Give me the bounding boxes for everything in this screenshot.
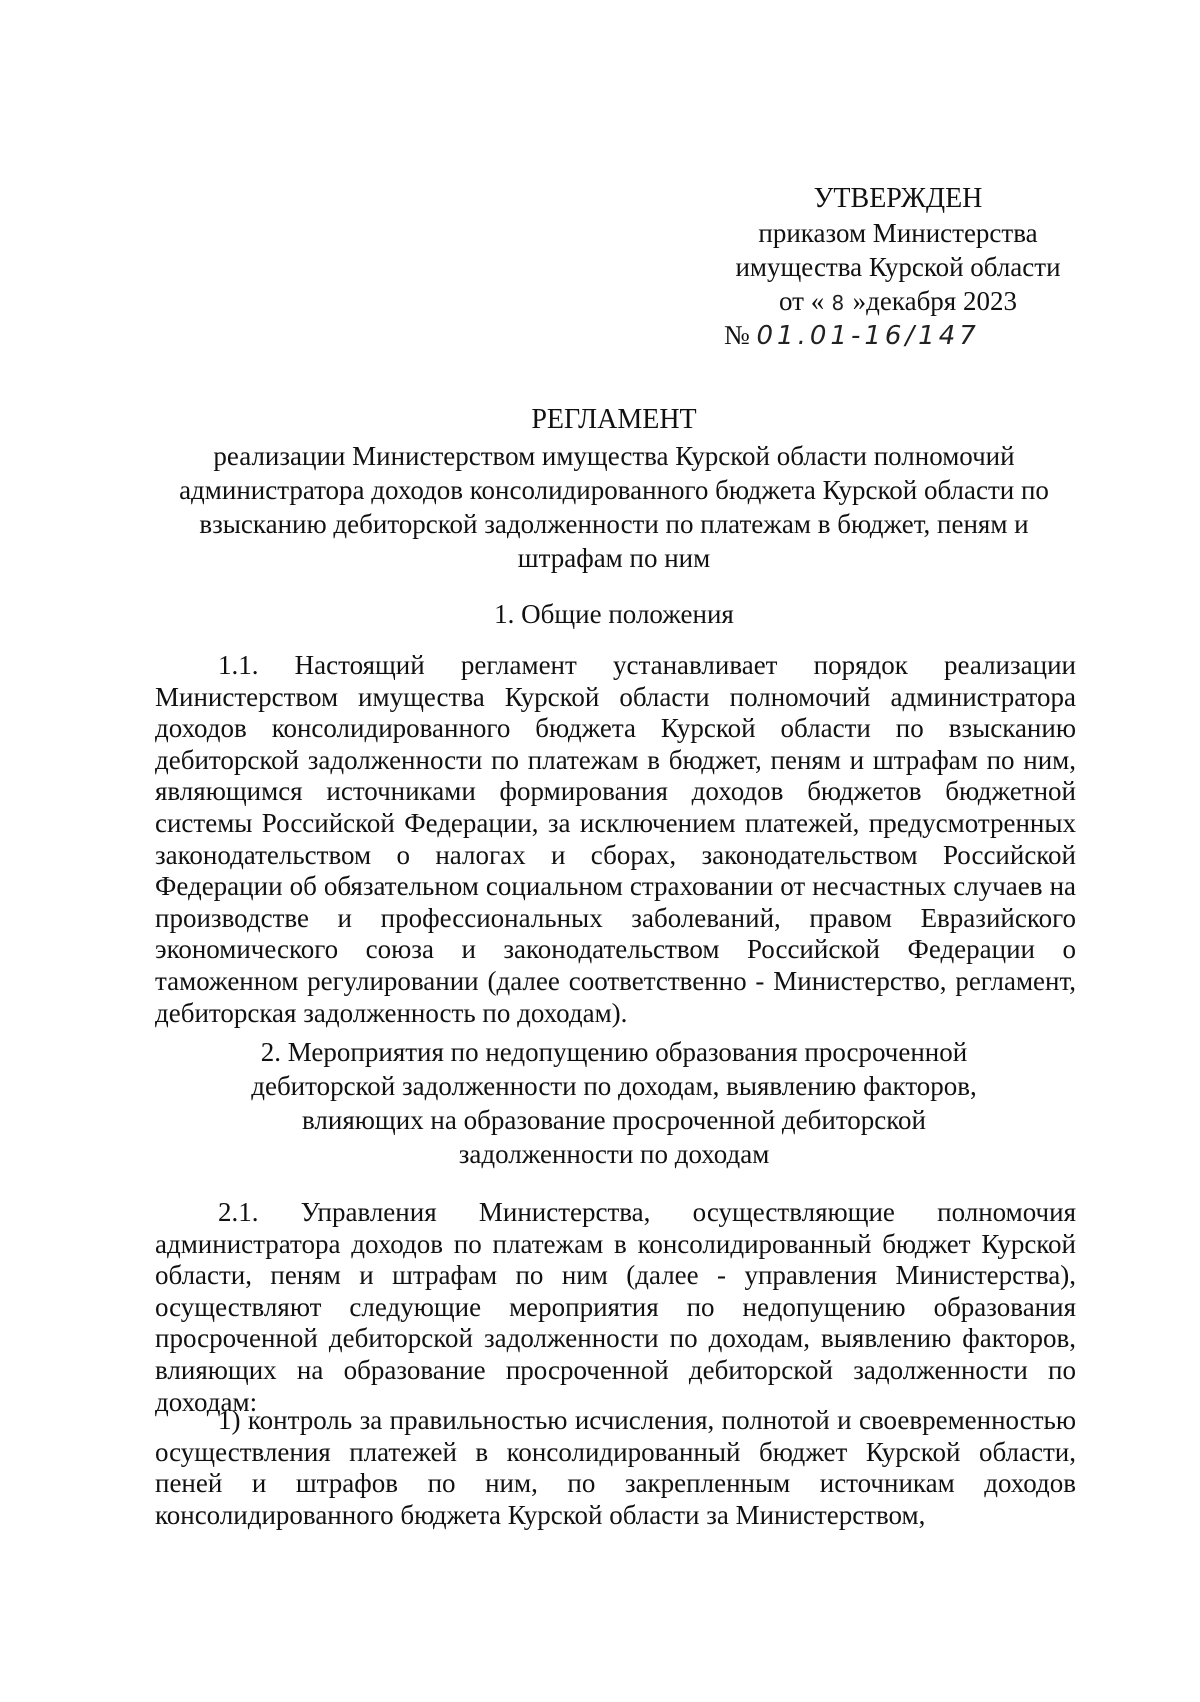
paragraph-2-1-item-1: 1) контроль за правильностью исчисления, полнотой и своевременностью осуществления платежей в консолидированный бюджет Курской области, пеней и штрафов по ним, по закрепленным источникам доходов консолидированного бюджета Курской области за Министерством, bbox=[155, 1405, 1076, 1530]
date-mid: » bbox=[852, 286, 867, 316]
approval-date bbox=[718, 284, 1078, 320]
section-2-heading: 2. Мероприятия по недопущению образования просроченной дебиторской задолженности по доходам, выявлению факторов, влияющих на образование просроченной дебиторской задолженности по доходам bbox=[251, 1037, 977, 1169]
handwritten-day: 8 bbox=[824, 291, 853, 315]
approval-stamp-block bbox=[718, 182, 1078, 351]
document-title-block bbox=[150, 403, 1078, 575]
handwritten-number: 01.01-16/147 bbox=[756, 321, 980, 351]
document-subtitle: реализации Министерством имущества Курской области полномочий администратора доходов консолидированного бюджета Курской области по взысканию дебиторской задолженности по платежам в бюджет, пеням и штрафам по ним bbox=[179, 441, 1049, 573]
paragraph-1-1: 1.1. Настоящий регламент устанавливает порядок реализации Министерством имущества Курской области полномочий администратора доходов консолидированного бюджета Курской области по взысканию дебиторской задолженности по платежам в бюджет, пеням и штрафам по ним, являющимся источниками формирования доходов бюджетов бюджетной системы Российской Федерации, за исключением платежей, предусмотренных законодательством о налогах и сборах, законодательством Российской Федерации об обязательном социальном страховании от несчастных случаев на производстве и профессиональных заболеваний, правом Евразийского экономического союза и законодательством Российской Федерации о таможенном регулировании (далее соответственно - Министерство, регламент, дебиторская задолженность по доходам). bbox=[155, 650, 1076, 1028]
date-month-year: декабря 2023 bbox=[866, 286, 1017, 316]
approval-title: УТВЕРЖДЕН bbox=[813, 183, 983, 214]
section-1-heading: 1. Общие положения bbox=[494, 599, 734, 629]
approval-number bbox=[724, 318, 980, 353]
date-prefix: от « bbox=[779, 286, 825, 316]
approval-line-1: приказом Министерства bbox=[758, 218, 1038, 248]
number-prefix: № bbox=[724, 320, 750, 350]
paragraph-2-1: 2.1. Управления Министерства, осуществляющие полномочия администратора доходов по платежам в консолидированный бюджет Курской области, пеням и штрафам по ним (далее - управления Министерства), осуществляют следующие мероприятия по недопущению образования просроченной дебиторской задолженности по доходам, выявлению факторов, влияющих на образование просроченной дебиторской задолженности по доходам: bbox=[155, 1197, 1076, 1417]
document-title: РЕГЛАМЕНТ bbox=[531, 404, 697, 435]
approval-line-2: имущества Курской области bbox=[735, 252, 1061, 282]
